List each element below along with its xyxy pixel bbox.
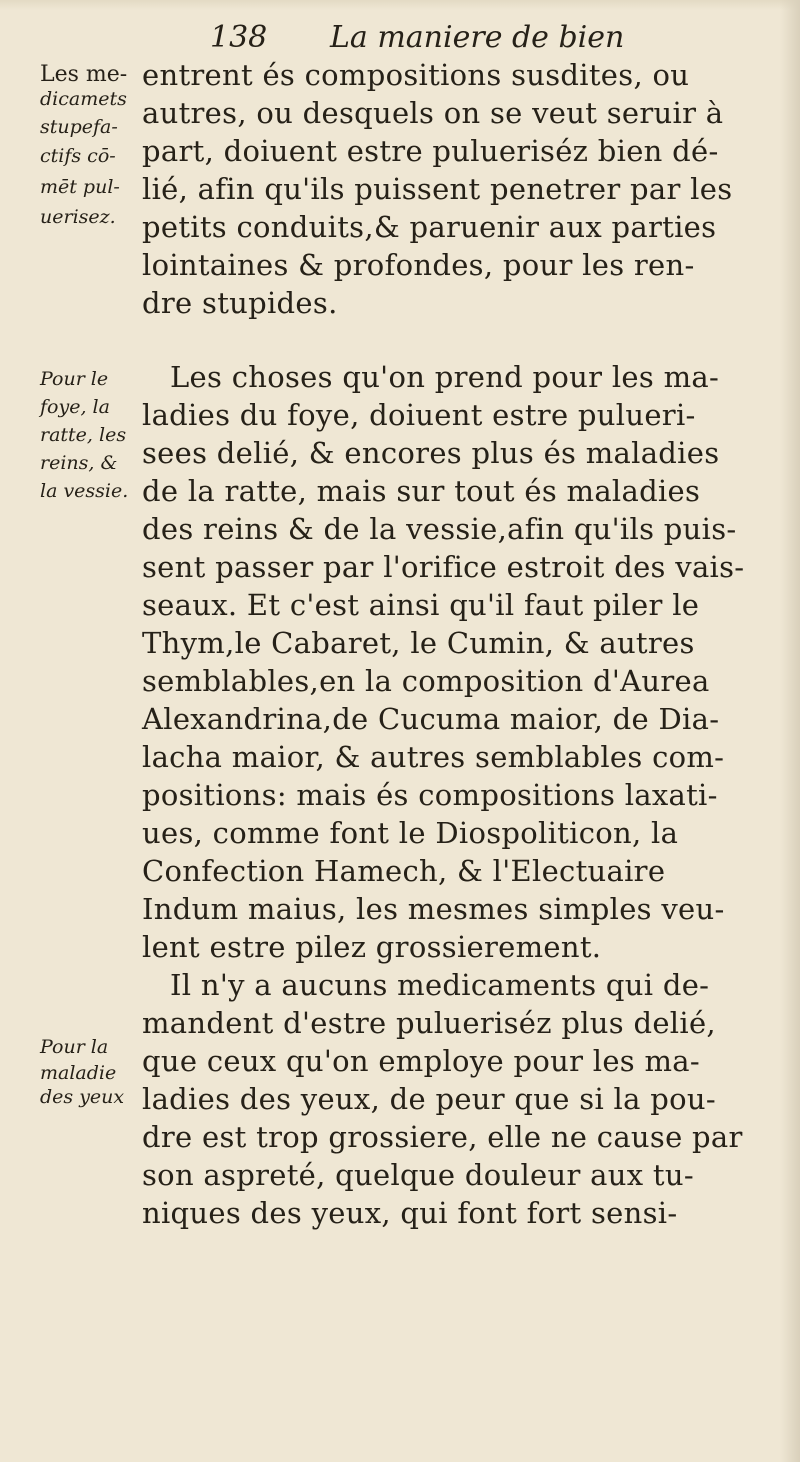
margin-note-line: Pour la	[40, 1036, 109, 1058]
margin-note-line: Pour le	[40, 368, 109, 390]
text-line: Thym,le Cabaret, le Cumin, & autres	[142, 626, 695, 660]
text-line: semblables,en la composition d'Aurea	[142, 664, 710, 698]
text-line: son aspreté, quelque douleur aux tu-	[142, 1158, 694, 1192]
text-line: sees delié, & encores plus és maladies	[142, 436, 720, 470]
text-line: Alexandrina,de Cucuma maior, de Dia-	[142, 702, 720, 736]
text-line: ladies des yeux, de peur que si la pou-	[142, 1082, 716, 1116]
margin-note-line: reins, &	[40, 452, 118, 474]
text-line: Indum maius, les mesmes simples veu-	[142, 892, 725, 926]
text-line: que ceux qu'on employe pour les ma-	[142, 1044, 700, 1078]
text-line: Confection Hamech, & l'Electuaire	[142, 854, 666, 888]
text-line: seaux. Et c'est ainsi qu'il faut piler le	[142, 588, 700, 622]
margin-note-line: Les me-	[40, 62, 128, 87]
text-line: entrent és compositions susdites, ou	[142, 58, 690, 92]
text-line: niques des yeux, qui font fort sensi-	[142, 1196, 678, 1230]
text-line: ues, comme font le Diospoliticon, la	[142, 816, 679, 850]
margin-note-line: stupefa-	[40, 116, 118, 138]
text-line: sent passer par l'orifice estroit des vais-	[142, 550, 745, 584]
text-line: part, doiuent estre pulueriséz bien dé-	[142, 134, 719, 168]
text-line: dre est trop grossiere, elle ne cause par	[142, 1120, 743, 1154]
text-line: dre stupides.	[142, 286, 338, 320]
margin-note-line: uerisez.	[40, 206, 116, 228]
text-line: positions: mais és compositions laxati-	[142, 778, 718, 812]
text-line: autres, ou desquels on se veut seruir à	[142, 96, 724, 130]
margin-note-line: dicamets	[40, 88, 127, 110]
margin-note-line: des yeux	[40, 1086, 125, 1108]
text-line: mandent d'estre pulueriséz plus delié,	[142, 1006, 716, 1040]
margin-note-line: la vessie.	[40, 480, 129, 502]
text-line: lointaines & profondes, pour les ren-	[142, 248, 695, 282]
text-line: Les choses qu'on prend pour les ma-	[170, 360, 720, 394]
margin-notes	[0, 0, 140, 1462]
text-line: ladies du foye, doiuent estre pulueri-	[142, 398, 696, 432]
running-title: La maniere de bien	[330, 20, 625, 55]
text-line: lié, afin qu'ils puissent penetrer par les	[142, 172, 733, 206]
text-line: lacha maior, & autres semblables com-	[142, 740, 725, 774]
text-line: Il n'y a aucuns medicaments qui de-	[170, 968, 710, 1002]
margin-note-line: foye, la	[40, 396, 110, 418]
margin-note-line: maladie	[40, 1062, 117, 1084]
page-number: 138	[210, 20, 268, 55]
page-fold-shadow	[780, 0, 800, 1462]
text-line: de la ratte, mais sur tout és maladies	[142, 474, 701, 508]
margin-note-line: mēt pul-	[40, 176, 120, 198]
text-line: petits conduits,& paruenir aux parties	[142, 210, 717, 244]
text-line: lent estre pilez grossierement.	[142, 930, 602, 964]
margin-note-line: ctifs cō-	[40, 145, 116, 167]
margin-note-line: ratte, les	[40, 424, 127, 446]
text-line: des reins & de la vessie,afin qu'ils puis-	[142, 512, 737, 546]
